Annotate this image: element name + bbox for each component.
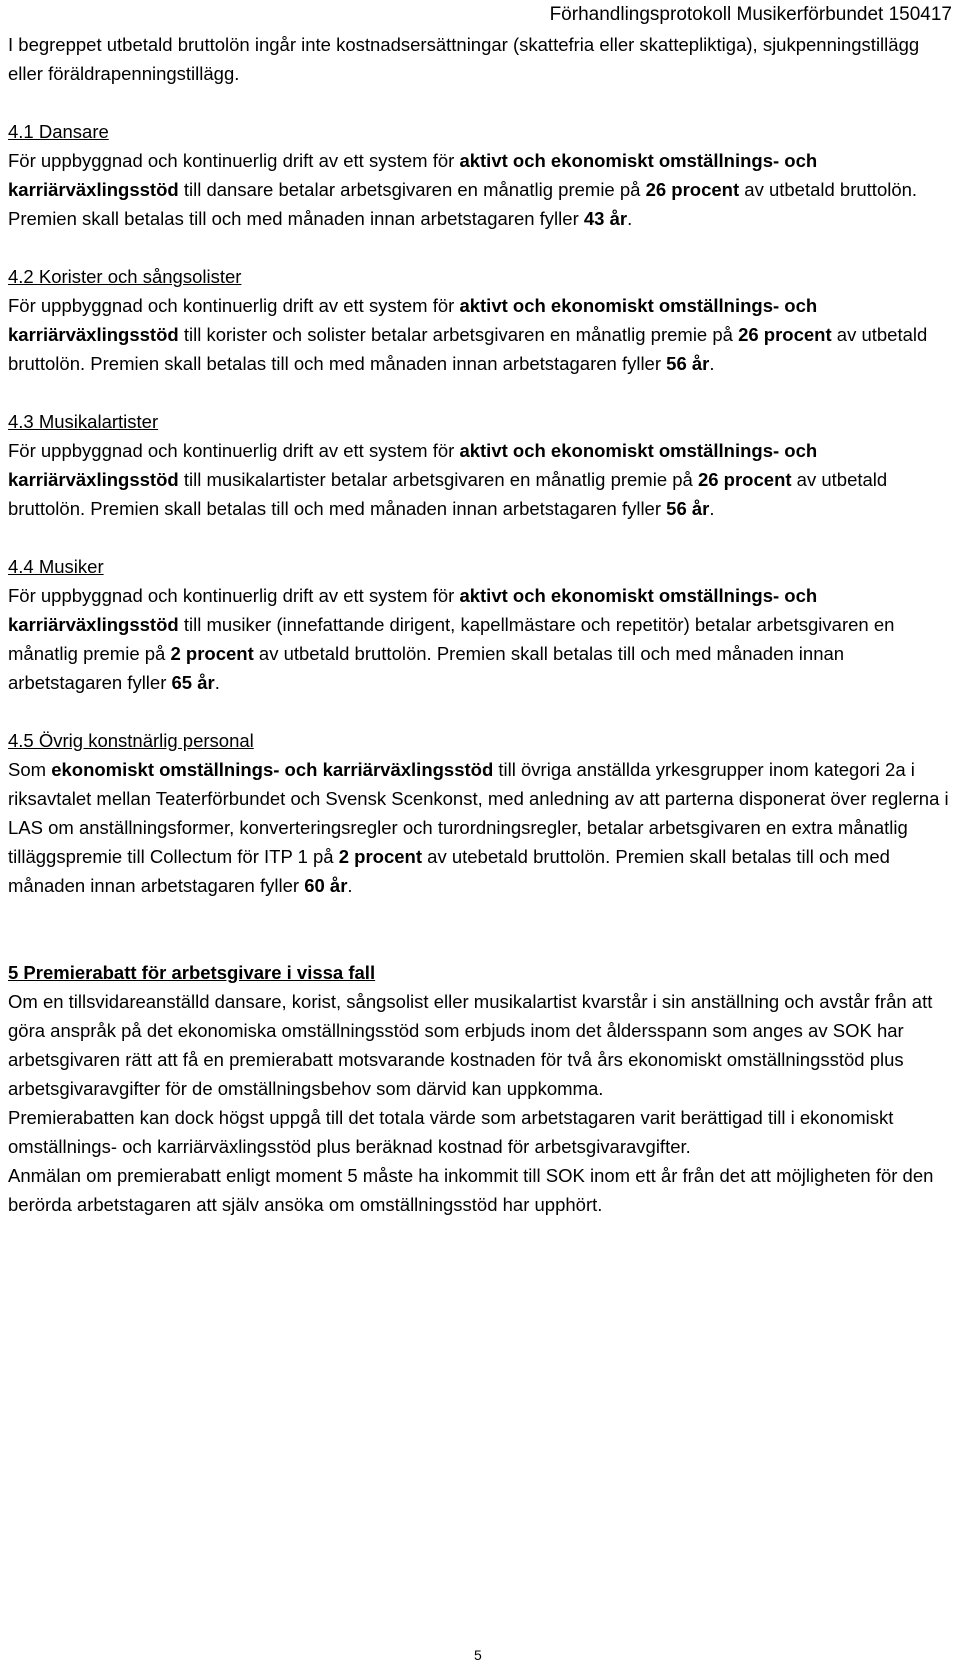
bold-run: 26 procent xyxy=(697,469,792,490)
bold-run: 56 år xyxy=(666,498,710,519)
bold-run: 60 år xyxy=(304,875,348,896)
text-run: till övriga anställda yrkesgrupper inom kategori 2a i riksavtalet mellan Teaterförbundet och Svensk Scenkonst, med anledning av att parterna disponerat över reglerna i LAS om anställningsformer, konverteringsregler och turordningsregler, betalar arbetsgivaren en extra månatlig tilläggspremie till Collectum för ITP 1 på xyxy=(8,759,949,867)
section-4-1 xyxy=(8,117,953,233)
section-heading: 4.5 Övrig konstnärlig personal xyxy=(8,730,254,751)
section-4-3 xyxy=(8,407,953,523)
section-paragraph: Anmälan om premierabatt enligt moment 5 måste ha inkommit till SOK inom ett år från det att möjligheten för den berörda arbetstagaren att själv ansöka om omställningsstöd har upphört. xyxy=(8,1165,934,1215)
section-paragraph xyxy=(8,291,953,378)
text-run: till musiker (innefattande dirigent, kapellmästare och repetitör) betalar arbetsgivaren en månatlig premie på xyxy=(8,614,895,664)
section-4-2 xyxy=(8,262,953,378)
section-paragraph xyxy=(8,581,953,697)
text-run: av utbetald bruttolön. Premien skall betalas till och med månaden innan arbetstagaren fyller xyxy=(8,643,845,693)
text-run: . xyxy=(709,353,715,374)
section-heading: 4.2 Korister och sångsolister xyxy=(8,266,242,287)
section-heading: 4.4 Musiker xyxy=(8,556,104,577)
text-run: . xyxy=(709,498,715,519)
text-run: För uppbyggnad och kontinuerlig drift av ett system för xyxy=(8,150,460,171)
document-body xyxy=(8,30,953,1219)
text-run: För uppbyggnad och kontinuerlig drift av ett system för xyxy=(8,440,460,461)
bold-run: aktivt och ekonomiskt omställnings- och karriärväxlingsstöd xyxy=(8,585,818,635)
section-4-5 xyxy=(8,726,953,900)
bold-run: 2 procent xyxy=(170,643,254,664)
text-run: av utbetald bruttolön. Premien skall betalas till och med månaden innan arbetstagaren fyller xyxy=(8,469,888,519)
section-paragraph xyxy=(8,146,953,233)
bold-run: ekonomiskt omställnings- och karriärväxlingsstöd xyxy=(51,759,494,780)
intro-paragraph: I begreppet utbetald bruttolön ingår inte kostnadsersättningar (skattefria eller skattepliktiga), sjukpenningstillägg eller föräldrapenningstillägg. xyxy=(8,34,920,84)
text-run: . xyxy=(347,875,353,896)
text-run: av utebetald bruttolön. Premien skall betalas till och med månaden innan arbetstagaren fyller xyxy=(8,846,890,896)
bold-run: 43 år xyxy=(583,208,628,229)
text-run: till korister och solister betalar arbetsgivaren en månatlig premie på xyxy=(178,324,739,345)
bold-run: 26 procent xyxy=(645,179,740,200)
bold-run: 65 år xyxy=(171,672,215,693)
section-paragraph xyxy=(8,436,953,523)
section-5 xyxy=(8,958,953,1219)
bold-run: aktivt och ekonomiskt omställnings- och karriärväxlingsstöd xyxy=(8,150,818,200)
text-run: till musikalartister betalar arbetsgivaren en månatlig premie på xyxy=(178,469,698,490)
text-run: . xyxy=(214,672,220,693)
text-run: För uppbyggnad och kontinuerlig drift av ett system för xyxy=(8,585,460,606)
bold-run: 56 år xyxy=(666,353,710,374)
section-paragraph: Om en tillsvidareanställd dansare, korist, sångsolist eller musikalartist kvarstår i sin anställning och avstår från att göra anspråk på det ekonomiska omställningsstöd som erbjuds inom det åldersspann som anges av SOK har arbetsgivaren rätt att få en premierabatt motsvarande kostnaden för två års ekonomiskt omställningsstöd plus arbetsgivaravgifter för de omställningsbehov som därvid kan uppkomma. xyxy=(8,991,933,1099)
text-run: till dansare betalar arbetsgivaren en månatlig premie på xyxy=(178,179,646,200)
section-heading: 4.1 Dansare xyxy=(8,121,109,142)
section-4-4 xyxy=(8,552,953,697)
bold-run: aktivt och ekonomiskt omställnings- och karriärväxlingsstöd xyxy=(8,440,818,490)
section-heading: 5 Premierabatt för arbetsgivare i vissa fall xyxy=(8,962,376,983)
bold-run: aktivt och ekonomiskt omställnings- och karriärväxlingsstöd xyxy=(8,295,818,345)
text-run: Som xyxy=(8,759,52,780)
document-header: Förhandlingsprotokoll Musikerförbundet 150417 xyxy=(549,4,952,25)
text-run: av utbetald bruttolön. Premien skall betalas till och med månaden innan arbetstagaren fyller xyxy=(8,324,928,374)
bold-run: 2 procent xyxy=(338,846,423,867)
text-run: av utbetald bruttolön. Premien skall betalas till och med månaden innan arbetstagaren fyller xyxy=(8,179,918,229)
bold-run: 26 procent xyxy=(738,324,832,345)
section-paragraph xyxy=(8,755,953,900)
page-number: 5 xyxy=(474,1647,482,1663)
text-run: . xyxy=(627,208,633,229)
section-heading: 4.3 Musikalartister xyxy=(8,411,159,432)
text-run: För uppbyggnad och kontinuerlig drift av ett system för xyxy=(8,295,460,316)
section-paragraph: Premierabatten kan dock högst uppgå till det totala värde som arbetstagaren varit berättigad till i ekonomiskt omställnings- och karriärväxlingsstöd plus beräknad kostnad för arbetsgivaravgifter. xyxy=(8,1107,894,1157)
